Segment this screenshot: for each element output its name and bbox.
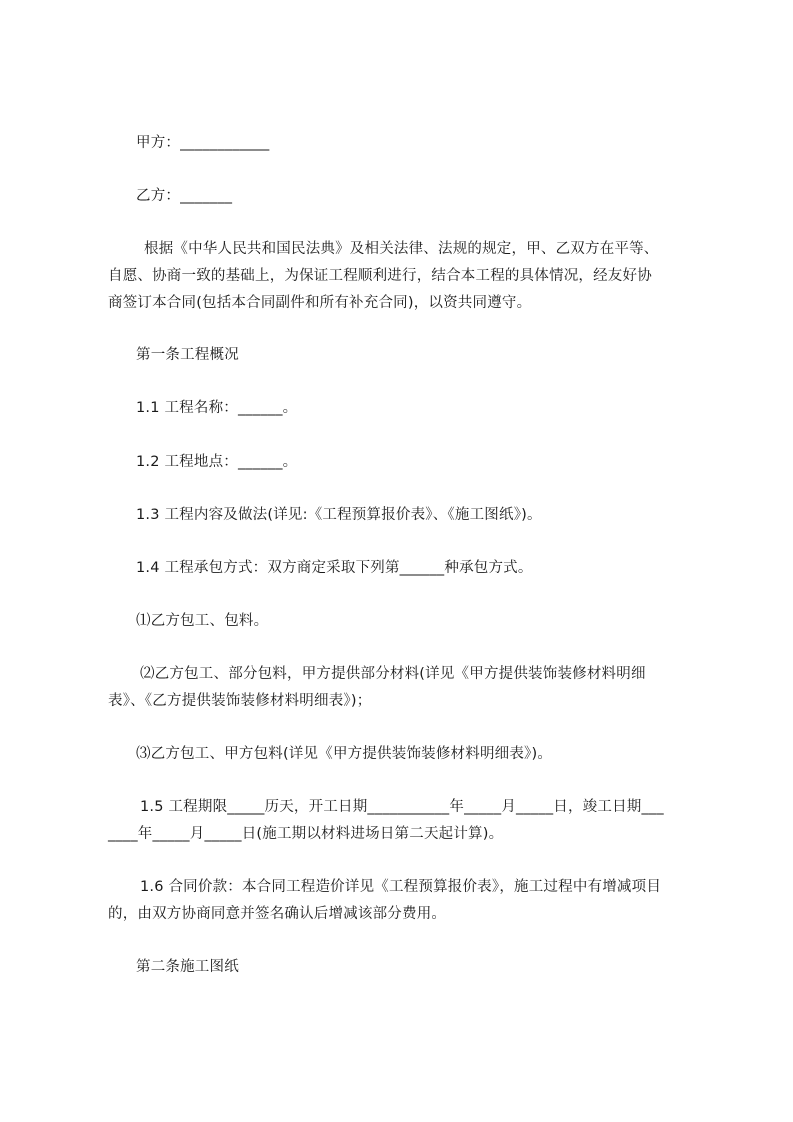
option-2-line-1: ⑵乙方包工、部分包料，甲方提供部分材料(详见《甲方提供装饰装修材料明细 — [140, 666, 646, 682]
preamble-line-1: 根据《中华人民共和国民法典》及相关法律、法规的规定，甲、乙双方在平等、 — [144, 241, 659, 257]
preamble-line-3: 商签订本合同(包括本合同副件和所有补充合同)，以资共同遵守。 — [108, 295, 532, 311]
option-3: ⑶乙方包工、甲方包料(详见《甲方提供装饰装修材料明细表》)。 — [136, 746, 553, 762]
item-1-6-line-1: 1.6 合同价款：本合同工程造价详见《工程预算报价表》，施工过程中有增减项目 — [140, 879, 662, 895]
item-1-4: 1.4 工程承包方式：双方商定采取下列第______种承包方式。 — [136, 560, 533, 576]
option-1: ⑴乙方包工、包料。 — [136, 613, 269, 629]
item-1-5-line-1: 1.5 工程期限_____历天，开工日期___________年_____月_____日，竣工日期___ — [140, 799, 664, 815]
item-1-1: 1.1 工程名称：______。 — [136, 400, 298, 416]
option-2-line-2: 表》、《乙方提供装饰装修材料明细表》)； — [108, 693, 372, 709]
item-1-6-line-2: 的，由双方协商同意并签名确认后增减该部分费用。 — [108, 906, 447, 922]
article-1-title: 第一条工程概况 — [136, 347, 239, 363]
article-2-title: 第二条施工图纸 — [136, 959, 239, 975]
party-a-line: 甲方：____________ — [136, 135, 270, 151]
preamble-line-2: 自愿、协商一致的基础上，为保证工程顺利进行，结合本工程的具体情况，经友好协 — [108, 268, 652, 284]
item-1-5-line-2: ____年_____月_____日(施工期以材料进场日第二天起计算)。 — [108, 826, 504, 842]
party-b-line: 乙方：_______ — [136, 188, 233, 204]
item-1-2: 1.2 工程地点：______。 — [136, 454, 298, 470]
item-1-3: 1.3 工程内容及做法(详见:《工程预算报价表》、《施工图纸》)。 — [136, 507, 542, 523]
